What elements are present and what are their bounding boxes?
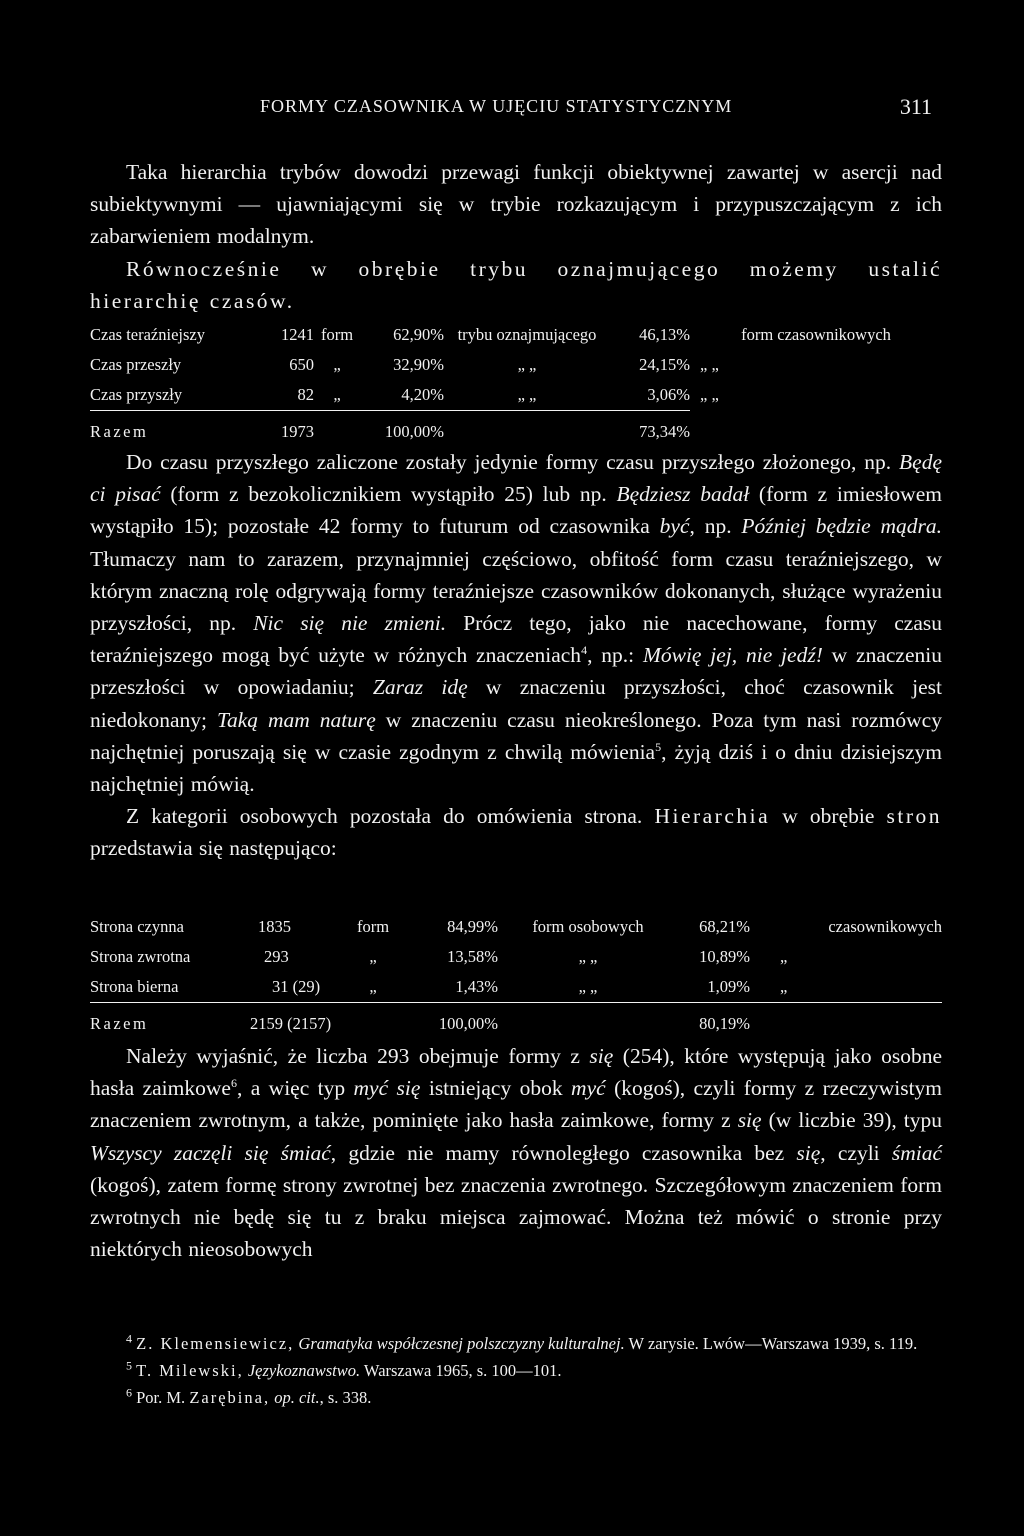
table-row	[90, 912, 942, 942]
total-empty	[444, 411, 610, 448]
example-phrase: Nic się nie zmieni.	[253, 611, 447, 636]
text-run: w obrębie	[770, 804, 887, 829]
row-mode: „ „	[578, 977, 598, 996]
row-pct2: 3,06%	[647, 385, 690, 404]
example-phrase: Taką mam naturę	[216, 707, 376, 732]
example-phrase: śmiać	[891, 1140, 943, 1165]
paragraph-3-text	[90, 800, 942, 864]
text-run: , a więc typ	[236, 1076, 354, 1101]
row-unit: „	[369, 947, 377, 966]
paragraph-2	[90, 446, 942, 865]
footnote-rest: W zarysie. Lwów—Warszawa 1939, s. 119.	[624, 1334, 918, 1353]
row-mode: „ „	[517, 355, 537, 374]
footnote-number: 5	[126, 1358, 132, 1373]
text-run: Tłumaczy nam to zarazem, przynajmniej częściowo, obfitość form czasu teraźniejszego, w którym znaczną rolę odgrywają formy teraźniejsze czasowników dokonanych, służące wyrażeniu przyszłości, np.	[90, 546, 942, 636]
table-row	[90, 350, 942, 380]
example-phrase: się	[737, 1108, 762, 1133]
table-row	[90, 320, 942, 350]
text-run: w znaczeniu przyszłości, choć czasownik jest niedokonany;	[90, 675, 942, 732]
total-empty	[750, 1003, 942, 1040]
total-count: 1973	[258, 411, 314, 448]
row-label: Strona czynna	[90, 917, 184, 936]
row-pct2: 1,09%	[707, 977, 750, 996]
footnote-number: 4	[126, 1331, 132, 1346]
example-phrase: się	[589, 1044, 614, 1068]
text-run: (kogoś), zatem formę strony zwrotnej bez znaczenia zwrotnego. Szczegółowym znaczeniem form zwrotnych nie będę się tu z braku miejsca zajmować. Można też mówić o stronie przy niektórych nieosobowych	[90, 1172, 942, 1262]
row-count: 82	[297, 385, 314, 404]
paragraph-1-line: hierarchię czasów.	[90, 288, 295, 313]
footnote-ref: 6	[230, 1076, 237, 1091]
text-run: istniejący obok	[420, 1076, 572, 1101]
tense-table	[90, 320, 942, 447]
footnote-author: Zarębina,	[189, 1388, 271, 1407]
row-count: 293	[264, 947, 289, 966]
row-unit: „	[333, 355, 341, 374]
example-phrase: się	[796, 1140, 821, 1165]
footnote-author: T. Milewski,	[136, 1361, 244, 1380]
footnote-rest: Warszawa 1965, s. 100—101.	[360, 1361, 562, 1380]
total-empty	[498, 1003, 678, 1040]
row-mode: „ „	[517, 385, 537, 404]
paragraph-4	[90, 1040, 942, 1265]
text-run: w znaczeniu czasu nieokreślonego. Poza tym nasi rozmówcy najchętniej poruszają się w czasie zgodnym z chwilą mówienia	[90, 707, 942, 764]
text-run: (form z bezokolicznikiem wystąpiło 25) lub np.	[160, 482, 617, 507]
row-label: Czas przeszły	[90, 355, 182, 374]
total-empty	[350, 1003, 396, 1040]
text-run: w znaczeniu przeszłości w opowiadaniu;	[90, 643, 942, 700]
example-phrase: Mówię jej, nie jedź!	[642, 643, 823, 668]
row-unit: „	[369, 977, 377, 996]
table-row	[90, 942, 942, 972]
row-pct2: 24,15%	[639, 355, 690, 374]
total-pct2: 73,34%	[610, 411, 690, 448]
text-run: , czyli	[820, 1140, 892, 1165]
text-run: , np.	[689, 514, 742, 539]
row-tail: „	[780, 977, 788, 996]
footnote-ref: 5	[655, 739, 662, 754]
paragraph-1	[90, 156, 942, 317]
row-unit: „	[333, 385, 341, 404]
example-phrase: Będziesz badał	[616, 482, 750, 507]
total-label: Razem	[90, 411, 258, 448]
row-label: Strona zwrotna	[90, 947, 191, 966]
row-mode: form osobowych	[532, 917, 644, 936]
total-pct: 100,00%	[360, 411, 444, 448]
row-tail: „	[780, 947, 788, 966]
footnotes	[90, 1330, 942, 1411]
row-unit: form	[320, 325, 354, 344]
paragraph-1-text2b	[90, 285, 942, 317]
paragraph-1-line: Równocześnie w obrębie trybu oznajmującego możemy ustalić	[126, 256, 942, 281]
text-run: , żyją dziś i o dniu dzisiejszym najchętniej mówią.	[90, 739, 942, 797]
text-run: , gdzie nie mamy równoległego czasownika bez	[330, 1140, 797, 1165]
total-empty	[314, 411, 360, 448]
row-pct2: 68,21%	[699, 917, 750, 936]
table-total-row	[90, 1003, 942, 1040]
row-count: 31 (29)	[272, 977, 321, 996]
footnote-title: Gramatyka współczesnej polszczyzny kulturalnej.	[298, 1334, 625, 1353]
text-run: (w liczbie 39), typu	[761, 1108, 942, 1133]
row-tail: form czasownikowych	[741, 325, 891, 344]
spaced-word: Hierarchia	[654, 804, 771, 829]
text-run: (254), które występują jako osobne hasła zaimkowe	[90, 1044, 942, 1101]
row-count: 1835	[258, 917, 291, 936]
row-mode: trybu oznajmującego	[457, 325, 597, 344]
example-phrase: Później będzie mądra.	[741, 514, 943, 539]
voice-table	[90, 912, 942, 1039]
text-run: Do czasu przyszłego zaliczone zostały jedynie formy czasu przyszłego złożonego, np.	[126, 450, 900, 474]
paragraph-1-text2a	[90, 253, 942, 285]
row-pct: 4,20%	[401, 385, 444, 404]
footnote-author: Z. Klemensiewicz,	[136, 1334, 295, 1353]
total-pct: 100,00%	[396, 1003, 498, 1040]
row-tail: „ „	[700, 355, 719, 374]
row-label: Czas teraźniejszy	[90, 325, 205, 344]
footnote-pre: Por. M.	[136, 1388, 190, 1407]
example-phrase: Wszyscy zaczęli się śmiać	[90, 1140, 331, 1165]
row-pct: 84,99%	[447, 917, 498, 936]
example-phrase: być	[659, 514, 690, 539]
footnote-title: Językoznawstwo.	[247, 1361, 361, 1380]
total-empty	[690, 411, 942, 448]
table-row	[90, 972, 942, 1003]
row-pct: 32,90%	[393, 355, 444, 374]
row-mode: „ „	[578, 947, 598, 966]
example-phrase: Będę ci pisać	[90, 450, 942, 507]
text-run: Prócz tego, jako nie nacechowane, formy czasu teraźniejszego mogą być użyte w różnych znaczeniach	[90, 611, 943, 668]
row-pct2: 46,13%	[639, 325, 690, 344]
example-phrase: myć się	[353, 1076, 421, 1101]
row-pct: 62,90%	[393, 325, 444, 344]
text-run: Z kategorii osobowych pozostała do omówienia strona.	[126, 804, 655, 829]
footnote-4	[90, 1330, 942, 1357]
text-run: przedstawia się następująco:	[90, 836, 337, 861]
table-total-row	[90, 411, 942, 448]
row-count: 1241	[281, 325, 314, 344]
paragraph-4-text	[90, 1040, 942, 1265]
spaced-word: stron	[886, 804, 942, 829]
row-count: 650	[289, 355, 314, 374]
footnote-number: 6	[126, 1385, 132, 1400]
row-label: Czas przyszły	[90, 385, 183, 404]
row-pct: 13,58%	[447, 947, 498, 966]
text-run: Należy wyjaśnić, że liczba 293 obejmuje formy z	[126, 1044, 590, 1068]
table-row	[90, 380, 942, 411]
footnote-ref: 4	[581, 643, 588, 658]
row-unit: form	[356, 917, 390, 936]
text-run: (form z imiesłowem wystąpiło 15); pozostałe 42 formy to futurum od czasownika	[90, 482, 942, 539]
row-label: Strona bierna	[90, 977, 179, 996]
total-pct2: 80,19%	[678, 1003, 750, 1040]
text-run: (kogoś), czyli formy z rzeczywistym znaczeniem zwrotnym, a także, pominięte jako hasła zaimkowe, formy z	[90, 1076, 943, 1133]
running-title: FORMY CZASOWNIKA W UJĘCIU STATYSTYCZNYM	[260, 96, 733, 116]
row-pct: 1,43%	[455, 977, 498, 996]
paragraph-2-text	[90, 446, 942, 800]
footnote-6	[90, 1384, 942, 1411]
paragraph-1-text: Taka hierarchia trybów dowodzi przewagi funkcji obiektywnej zawartej w asercji nad subiektywnymi — ujawniającymi się w trybie rozkazującym i przypuszczającym z ich zabarwieniem modalnym.	[90, 160, 942, 249]
text-run: , np.:	[587, 643, 643, 668]
row-pct2: 10,89%	[699, 947, 750, 966]
total-count: 2159 (2157)	[250, 1003, 350, 1040]
footnote-5	[90, 1357, 942, 1384]
row-tail: czasownikowych	[828, 917, 942, 936]
page-number: 311	[899, 94, 932, 119]
example-phrase: Zaraz idę	[372, 675, 468, 700]
footnote-rest: , s. 338.	[319, 1388, 372, 1407]
total-label: Razem	[90, 1003, 250, 1040]
page-header	[90, 96, 942, 130]
footnote-title: op. cit.	[274, 1388, 320, 1407]
example-phrase: myć	[571, 1076, 606, 1101]
row-tail: „ „	[700, 385, 719, 405]
